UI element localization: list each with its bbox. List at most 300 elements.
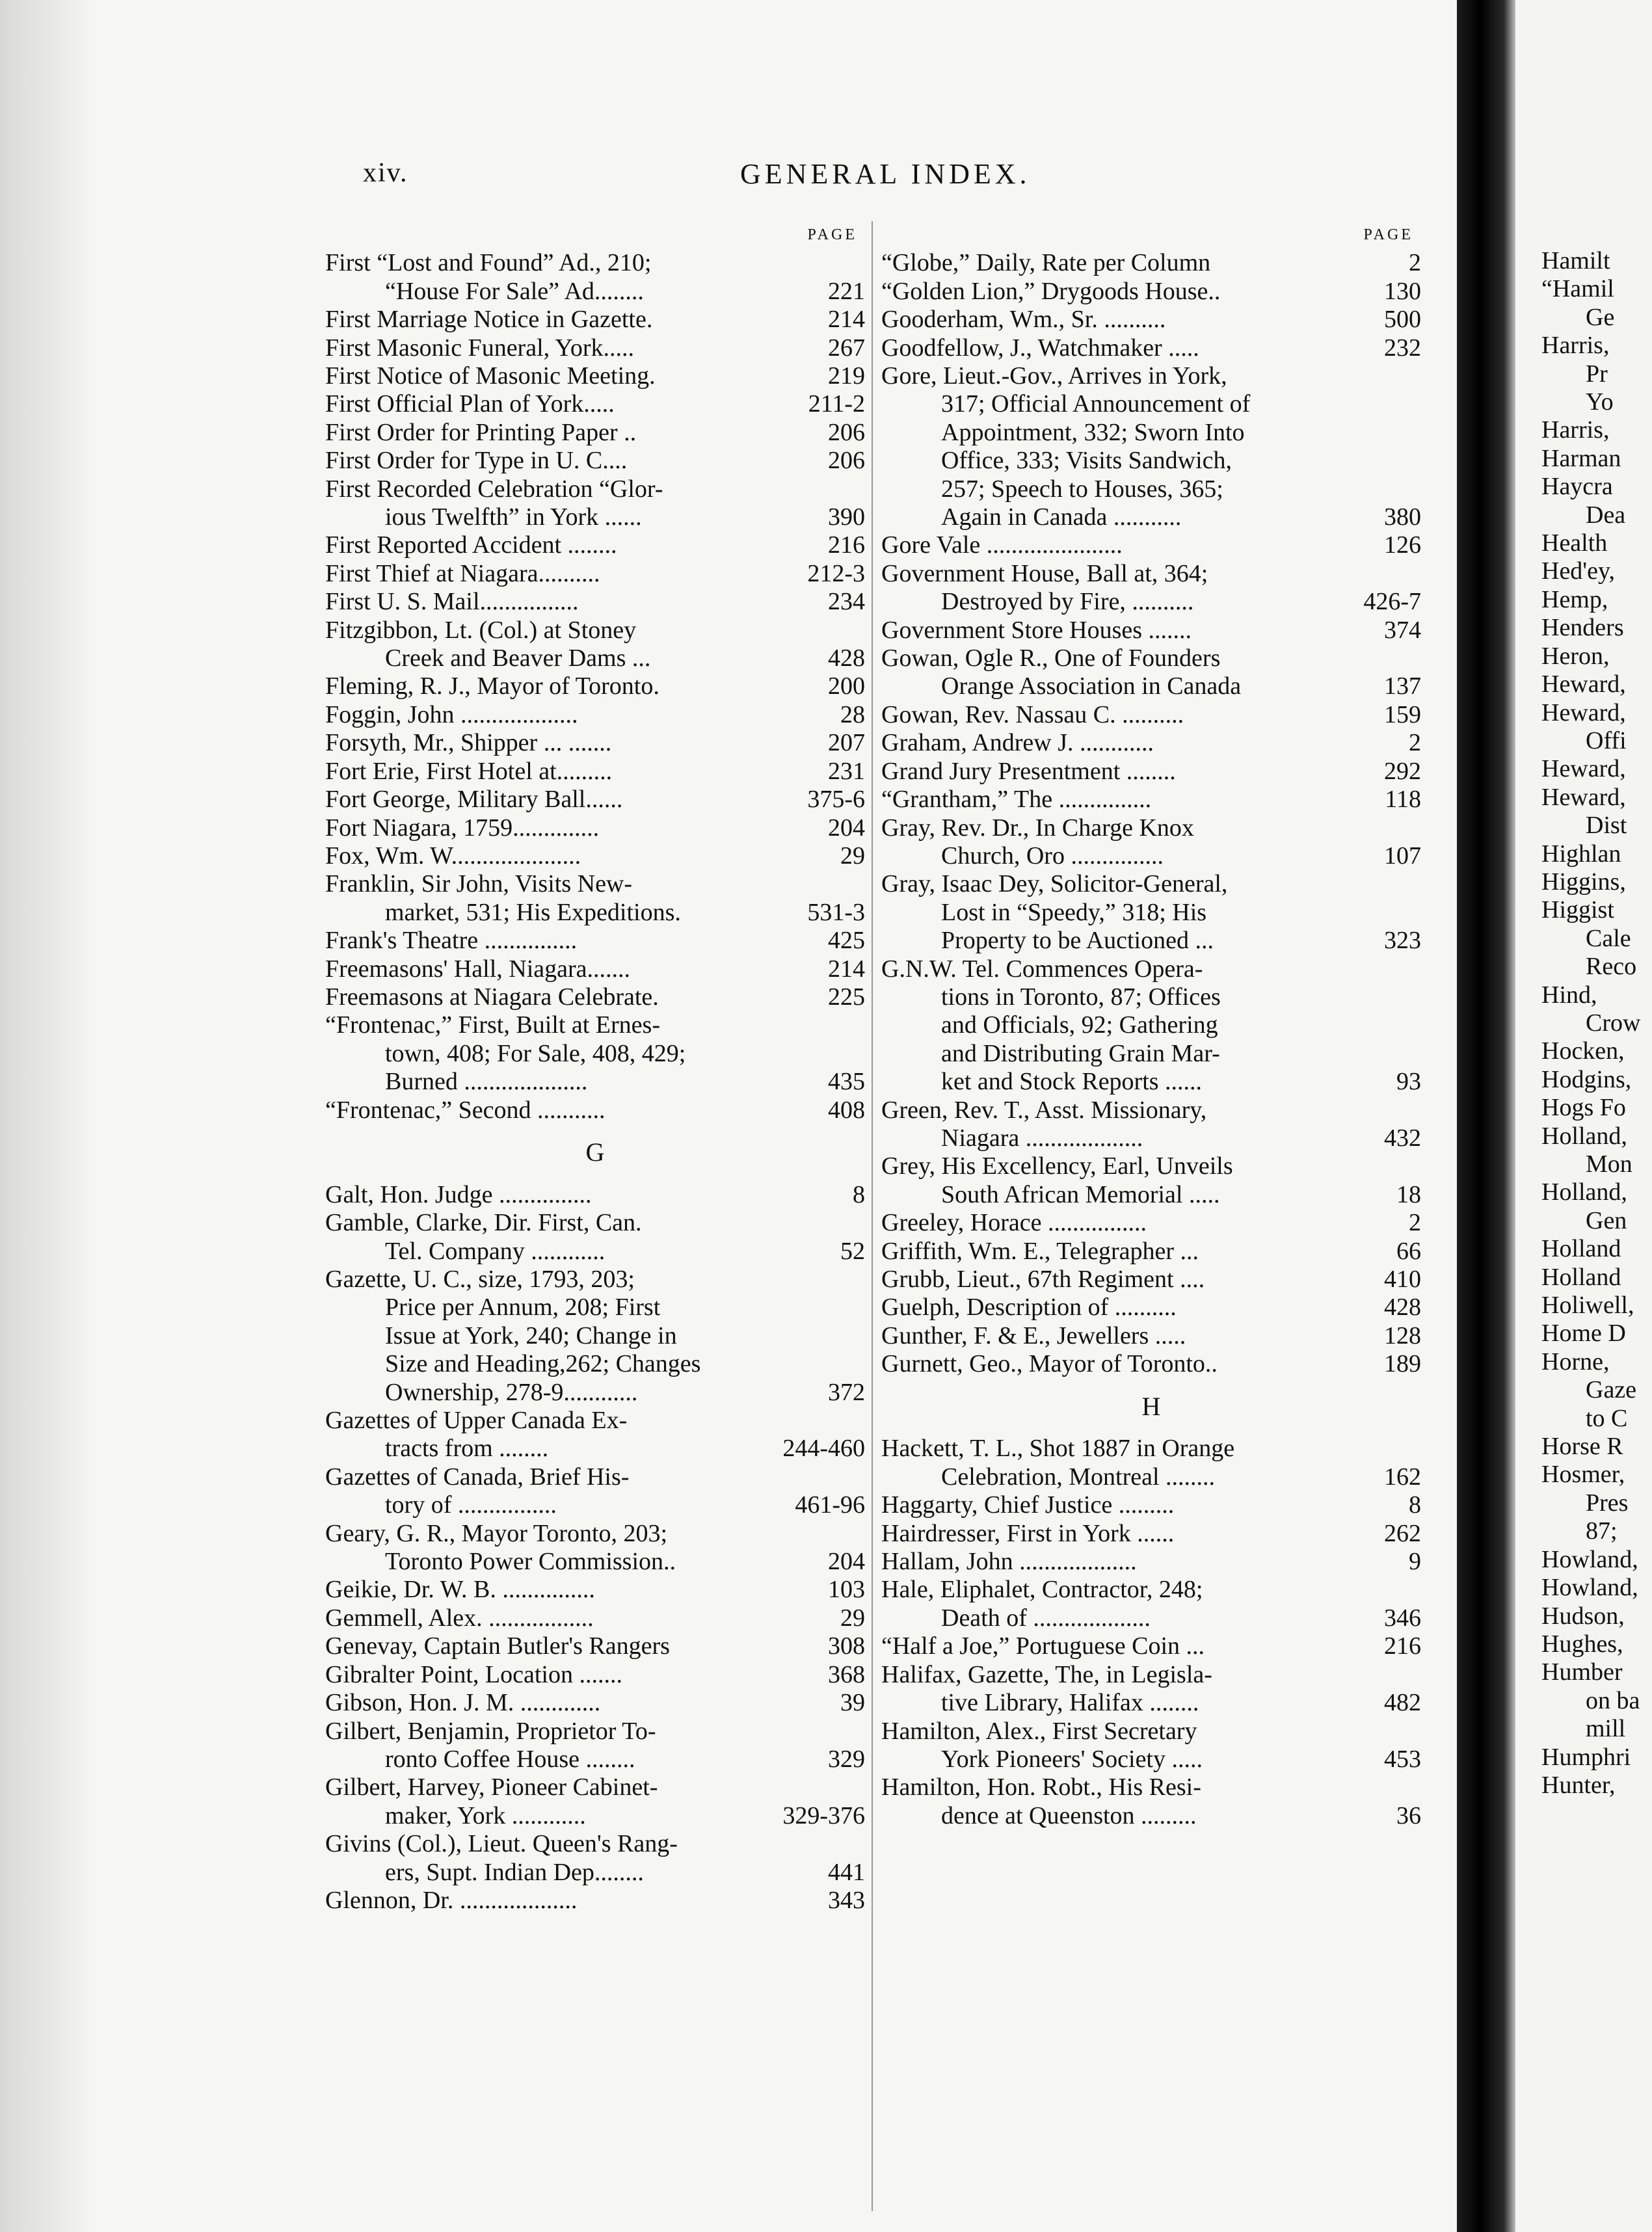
index-entry-line: Government Store Houses ....... <box>881 616 1192 644</box>
index-entry-page: 432 <box>1384 1124 1421 1152</box>
index-column-left <box>325 221 865 1915</box>
index-entry-text <box>881 729 1390 757</box>
index-entry-page: 211-2 <box>808 390 865 418</box>
index-entry-line: “Grantham,” The ............... <box>881 786 1152 814</box>
index-entry <box>325 390 865 418</box>
index-entry-text <box>325 758 823 786</box>
index-entry-line: Gurnett, Geo., Mayor of Toronto.. <box>881 1350 1218 1378</box>
facing-page-fragment: Harman <box>1541 444 1621 472</box>
index-entry-line: Lost in “Speedy,” 318; His <box>941 898 1207 926</box>
facing-page-fragment: Henders <box>1541 614 1624 642</box>
index-entry-line: Hackett, T. L., Shot 1887 in Orange <box>881 1435 1235 1463</box>
index-entry-line: tory of ................ <box>385 1491 557 1519</box>
index-entry-page: 52 <box>840 1237 865 1265</box>
index-entry-line: 257; Speech to Houses, 365; <box>941 475 1223 503</box>
index-entry-line: Goodfellow, J., Watchmaker ..... <box>881 334 1199 362</box>
facing-page-fragment: Holland, <box>1541 1122 1627 1150</box>
index-entry-text <box>325 362 823 390</box>
index-entry-line: Grand Jury Presentment ........ <box>881 757 1176 785</box>
index-entry-text <box>325 334 823 362</box>
index-entry <box>881 1209 1421 1237</box>
index-entry-page: 368 <box>828 1660 865 1688</box>
index-entry <box>881 306 1421 334</box>
index-entry <box>325 617 865 673</box>
facing-page-fragment: Highlan <box>1541 840 1621 868</box>
index-entry-text <box>325 1266 823 1407</box>
facing-page-edge <box>1515 0 1652 2232</box>
index-entry-line: Government House, Ball at, 364; <box>881 559 1208 587</box>
facing-page-fragment: Dist <box>1586 812 1627 840</box>
index-entry-line: Creek and Beaver Dams ... <box>385 644 651 672</box>
index-entry-text <box>881 758 1379 786</box>
index-entry <box>325 786 865 814</box>
index-entry-page: 323 <box>1384 927 1421 955</box>
facing-page-fragment: Hughes, <box>1541 1630 1623 1658</box>
facing-page-fragment: Reco <box>1586 953 1637 981</box>
index-entry-line: “Frontenac,” First, Built at Ernes- <box>325 1011 660 1039</box>
facing-page-fragment: Yo <box>1586 388 1614 416</box>
index-entry-line: Appointment, 332; Sworn Into <box>941 418 1245 446</box>
index-entry <box>881 1322 1421 1350</box>
index-entry-page: 346 <box>1384 1604 1421 1632</box>
index-entry-line: Gunther, F. & E., Jewellers ..... <box>881 1322 1186 1349</box>
index-entry-line: Geary, G. R., Mayor Toronto, 203; <box>325 1519 668 1547</box>
index-entry <box>881 814 1421 871</box>
index-entry-line: Freemasons at Niagara Celebrate. <box>325 983 659 1011</box>
index-entry <box>881 1632 1421 1660</box>
index-entry-text <box>325 672 823 700</box>
facing-page-fragment: Humphri <box>1541 1743 1631 1771</box>
index-entry-text <box>325 1661 823 1689</box>
index-entry-text <box>325 1689 834 1717</box>
index-entry <box>325 729 865 757</box>
index-entry-line: Celebration, Montreal ........ <box>941 1463 1216 1491</box>
index-entry-line: First Reported Accident ........ <box>325 531 617 559</box>
index-entry <box>325 1689 865 1717</box>
index-entry-line: Gamble, Clarke, Dir. First, Can. <box>325 1209 642 1237</box>
index-entry <box>881 1152 1421 1209</box>
index-entry <box>325 419 865 447</box>
index-entry-line: Again in Canada ........... <box>941 503 1182 531</box>
index-entry-page: 206 <box>828 447 865 475</box>
index-entry-text <box>325 983 823 1011</box>
index-entry-line: Geikie, Dr. W. B. ............... <box>325 1576 595 1604</box>
index-entry-page: 200 <box>828 672 865 700</box>
page-column-label: PAGE <box>1363 226 1413 243</box>
index-entry-text <box>325 1463 790 1520</box>
index-entry-page: 28 <box>840 700 865 728</box>
index-entry-text <box>881 786 1379 814</box>
index-entry-page: 29 <box>840 842 865 870</box>
entries-h <box>881 1435 1421 1830</box>
index-entry-text <box>881 1435 1379 1491</box>
index-entry-page: 8 <box>1409 1491 1421 1519</box>
facing-page-fragment: Home D <box>1541 1320 1626 1348</box>
index-entry-text <box>881 1266 1379 1294</box>
index-entry-line: First Order for Printing Paper .. <box>325 418 637 446</box>
index-entry-line: First “Lost and Found” Ad., 210; <box>325 249 652 277</box>
facing-page-fragment: Hudson, <box>1541 1602 1625 1630</box>
index-entry-text <box>325 1830 823 1887</box>
page-title: GENERAL INDEX. <box>740 158 1031 190</box>
index-entry-page: 189 <box>1384 1350 1421 1378</box>
index-entry <box>325 1266 865 1407</box>
facing-page-fragment: Mon <box>1586 1150 1632 1178</box>
index-entry-text <box>325 1718 823 1774</box>
index-entry-line: Hairdresser, First in York ...... <box>881 1519 1175 1547</box>
facing-page-fragment: Holiwell, <box>1541 1292 1634 1320</box>
facing-page-fragment: Gaze <box>1586 1376 1637 1404</box>
index-entry-line: tracts from ........ <box>385 1435 549 1463</box>
running-header <box>0 157 1457 196</box>
index-entry-line: Gooderham, Wm., Sr. .......... <box>881 306 1166 334</box>
index-entry <box>881 1548 1421 1576</box>
facing-page-fragment: mill <box>1586 1715 1626 1743</box>
facing-page-fragment: Hamilt <box>1541 247 1610 274</box>
index-entry-line: Office, 333; Visits Sandwich, <box>941 447 1232 475</box>
index-entry-text <box>881 1718 1379 1774</box>
index-entry-line: Gibralter Point, Location ....... <box>325 1660 622 1688</box>
index-entry <box>881 362 1421 531</box>
index-entry-page: 267 <box>828 334 865 362</box>
index-entry-line: Grubb, Lieut., 67th Regiment .... <box>881 1266 1205 1294</box>
index-entry-line: Genevay, Captain Butler's Rangers <box>325 1632 670 1660</box>
index-entry <box>881 870 1421 955</box>
index-entry-line: Price per Annum, 208; First <box>385 1294 661 1322</box>
index-entry <box>325 814 865 842</box>
index-entry-text <box>881 1632 1379 1660</box>
index-entry-page: 531-3 <box>807 898 865 926</box>
index-entry <box>325 1520 865 1576</box>
index-entry-line: York Pioneers' Society ..... <box>941 1745 1203 1773</box>
index-entry-page: 8 <box>853 1180 865 1208</box>
index-entry-line: Foggin, John ................... <box>325 700 578 728</box>
index-entry-line: Property to be Auctioned ... <box>941 927 1214 955</box>
index-entry-line: Orange Association in Canada <box>941 672 1242 700</box>
facing-page-fragment: Horne, <box>1541 1348 1610 1375</box>
index-entry-page: 408 <box>828 1096 865 1124</box>
facing-page-fragment: Heward, <box>1541 755 1626 783</box>
index-entry-page: 453 <box>1384 1745 1421 1773</box>
facing-page-fragment: Gen <box>1586 1206 1627 1234</box>
index-entry-line: Gazettes of Canada, Brief His- <box>325 1463 630 1491</box>
index-entry <box>881 1661 1421 1718</box>
index-entry-page: 216 <box>1384 1632 1421 1660</box>
index-entry <box>325 1830 865 1887</box>
facing-page-fragment: Hodgins, <box>1541 1065 1632 1093</box>
facing-page-fragment: Hed'ey, <box>1541 557 1616 585</box>
index-entry-line: Toronto Power Commission.. <box>385 1548 676 1576</box>
index-entry-line: Gray, Isaac Dey, Solicitor-General, <box>881 870 1228 898</box>
index-entry <box>881 1491 1421 1519</box>
index-entry-page: 212-3 <box>807 559 865 587</box>
index-entry-text <box>325 560 802 588</box>
index-entry <box>881 560 1421 617</box>
facing-page-fragment: Ge <box>1586 303 1615 331</box>
index-entry-line: First Thief at Niagara.......... <box>325 559 600 587</box>
index-entry-page: 2 <box>1409 1209 1421 1237</box>
index-entry-line: Galt, Hon. Judge ............... <box>325 1180 592 1208</box>
index-entry-line: Haggarty, Chief Justice ......... <box>881 1491 1175 1519</box>
facing-page-fragment: on ba <box>1586 1686 1640 1714</box>
index-entry-text <box>881 1238 1390 1266</box>
index-entry-line: Gilbert, Harvey, Pioneer Cabinet- <box>325 1774 658 1801</box>
facing-page-fragment: 87; <box>1586 1517 1618 1545</box>
index-entry <box>325 927 865 955</box>
index-entry <box>325 672 865 700</box>
index-entry-line: Gore, Lieut.-Gov., Arrives in York, <box>881 362 1227 390</box>
index-entry-text <box>881 531 1379 559</box>
index-entry-page: 207 <box>828 729 865 757</box>
index-entry-line: Gazettes of Upper Canada Ex- <box>325 1407 628 1435</box>
index-entry-page: 374 <box>1384 616 1421 644</box>
index-entry <box>325 588 865 616</box>
facing-page-fragment: Hocken, <box>1541 1037 1625 1065</box>
index-entry-text <box>881 1096 1379 1153</box>
page-number: xiv. <box>363 158 408 188</box>
index-entry-page: 2 <box>1409 729 1421 757</box>
index-entry-text <box>325 390 803 418</box>
index-entry-text <box>325 1011 823 1096</box>
index-entry <box>325 1181 865 1209</box>
facing-page-fragment: Higgins, <box>1541 868 1626 896</box>
index-entry-text <box>325 588 823 616</box>
index-entry-line: Gilbert, Benjamin, Proprietor To- <box>325 1717 656 1745</box>
index-entry <box>325 475 865 532</box>
index-entry <box>881 701 1421 729</box>
index-entry-line: Fort George, Military Ball...... <box>325 786 623 814</box>
index-entry-page: 18 <box>1396 1180 1421 1208</box>
index-entry-text <box>325 1407 777 1463</box>
index-entry-text <box>881 560 1358 617</box>
index-entry <box>325 1096 865 1124</box>
index-entry-line: dence at Queenston ......... <box>941 1801 1197 1829</box>
index-entry-text <box>881 955 1390 1096</box>
index-entry <box>881 758 1421 786</box>
index-entry-page: 107 <box>1384 842 1421 870</box>
index-entry-page: 292 <box>1384 757 1421 785</box>
index-entry-line: ious Twelfth” in York ...... <box>385 503 642 531</box>
index-entry-page: 9 <box>1409 1548 1421 1576</box>
index-entry-line: market, 531; His Expeditions. <box>385 898 681 926</box>
index-entry-page: 372 <box>828 1378 865 1406</box>
index-entry-text <box>881 644 1379 701</box>
index-entry-line: Size and Heading,262; Changes <box>385 1350 701 1378</box>
facing-page-fragment: Offi <box>1586 726 1627 754</box>
index-entry <box>881 617 1421 644</box>
index-entry-line: “Frontenac,” Second ........... <box>325 1096 606 1124</box>
index-entry-line: Gazette, U. C., size, 1793, 203; <box>325 1266 635 1293</box>
index-entry-line: Fort Niagara, 1759.............. <box>325 814 600 842</box>
index-entry <box>881 955 1421 1096</box>
index-entry-line: Glennon, Dr. ................... <box>325 1886 578 1914</box>
index-entry-line: and Distributing Grain Mar- <box>941 1039 1220 1067</box>
facing-page-fragment: Hunter, <box>1541 1771 1616 1799</box>
index-entry-line: First Masonic Funeral, York..... <box>325 334 635 362</box>
index-entry <box>325 955 865 983</box>
index-entry-text <box>325 1774 777 1830</box>
index-entry-line: Graham, Andrew J. ............ <box>881 729 1154 757</box>
index-entry-text <box>325 842 834 870</box>
index-entry-line: tive Library, Halifax ........ <box>941 1689 1199 1717</box>
index-entry-page: 410 <box>1384 1266 1421 1294</box>
index-column-right <box>881 221 1421 1830</box>
index-entry <box>325 842 865 870</box>
index-entry-line: Gray, Rev. Dr., In Charge Knox <box>881 814 1194 842</box>
index-entry-line: “Globe,” Daily, Rate per Column <box>881 249 1211 277</box>
facing-page-fragment: Hind, <box>1541 981 1597 1009</box>
index-entry <box>325 1774 865 1830</box>
index-entry-page: 93 <box>1396 1068 1421 1096</box>
entries-g-continued <box>881 249 1421 1378</box>
index-entry-page: 428 <box>828 644 865 672</box>
index-entry-text <box>881 617 1379 644</box>
index-entry <box>881 1774 1421 1830</box>
index-entry-line: First Official Plan of York..... <box>325 390 615 418</box>
index-entry-line: Burned .................... <box>385 1068 588 1096</box>
index-entry-line: “House For Sale” Ad........ <box>385 277 644 305</box>
section-letter-h: H <box>1141 1391 1161 1421</box>
index-entry-page: 428 <box>1384 1294 1421 1322</box>
index-entry-page: 221 <box>828 277 865 305</box>
index-entry <box>325 1011 865 1096</box>
index-entry-page: 329-376 <box>782 1801 865 1829</box>
index-entry-page: 426-7 <box>1363 588 1421 616</box>
index-entry <box>881 531 1421 559</box>
facing-page-fragment: Haycra <box>1541 473 1613 501</box>
index-entry-text <box>881 249 1390 277</box>
index-entry-page: 308 <box>828 1632 865 1660</box>
index-entry-text <box>325 927 823 955</box>
index-entry-page: 162 <box>1384 1463 1421 1491</box>
index-entry-text <box>325 447 823 475</box>
index-entry-text <box>881 1294 1379 1322</box>
index-entry-text <box>881 701 1379 729</box>
index-entry <box>325 1209 865 1266</box>
index-entry <box>325 1718 865 1774</box>
index-entry-line: South African Memorial ..... <box>941 1180 1220 1208</box>
index-entry <box>881 786 1421 814</box>
page-edge-shading <box>0 0 98 2232</box>
index-entry-text <box>881 1152 1390 1209</box>
index-entry-line: Grey, His Excellency, Earl, Unveils <box>881 1152 1233 1180</box>
index-entry <box>881 1576 1421 1632</box>
index-entry-line: and Officials, 92; Gathering <box>941 1011 1218 1039</box>
index-entry-line: Hallam, John ................... <box>881 1548 1137 1576</box>
index-entry-text <box>325 1520 823 1576</box>
facing-page-fragment: Humber <box>1541 1658 1623 1686</box>
index-entry <box>881 1520 1421 1548</box>
facing-page-fragment: Crow <box>1586 1009 1641 1037</box>
facing-page-fragment: Heward, <box>1541 783 1626 811</box>
index-entry <box>881 249 1421 277</box>
index-entry-text <box>325 1209 834 1266</box>
index-entry <box>325 1576 865 1604</box>
index-entry-page: 216 <box>828 531 865 559</box>
facing-page-fragment: Howland, <box>1541 1545 1638 1573</box>
index-entry-line: Ownership, 278-9............ <box>385 1378 638 1406</box>
index-entry-text <box>881 1209 1390 1237</box>
index-entry-text <box>325 419 823 447</box>
index-entry <box>325 1604 865 1632</box>
index-entry-text <box>325 1632 823 1660</box>
index-entry-text <box>881 1548 1390 1576</box>
facing-page-fragment: Higgist <box>1541 896 1614 924</box>
index-entry-page: 128 <box>1384 1322 1421 1349</box>
facing-page-fragment: Horse R <box>1541 1433 1623 1461</box>
index-entry <box>325 870 865 927</box>
index-entry-page: 214 <box>828 955 865 983</box>
index-entry <box>325 531 865 559</box>
index-entry-page: 2 <box>1409 249 1421 277</box>
index-entry <box>881 278 1421 306</box>
index-entry <box>325 306 865 334</box>
index-entry-page: 262 <box>1384 1519 1421 1547</box>
index-entry-line: town, 408; For Sale, 408, 429; <box>385 1039 686 1067</box>
index-entry-line: ket and Stock Reports ...... <box>941 1068 1203 1096</box>
index-entry <box>325 701 865 729</box>
facing-page-fragment: Hosmer, <box>1541 1461 1625 1489</box>
facing-page-fragment: Heron, <box>1541 642 1610 670</box>
index-entry <box>881 1435 1421 1491</box>
index-entry-page: 219 <box>828 362 865 390</box>
index-entry-line: Frank's Theatre ............... <box>325 927 578 955</box>
index-entry-page: 244-460 <box>782 1435 865 1463</box>
index-entry-page: 126 <box>1384 531 1421 559</box>
index-entry <box>881 1350 1421 1378</box>
index-entry-line: 317; Official Announcement of <box>941 390 1251 418</box>
index-entry-line: Fox, Wm. W..................... <box>325 842 581 870</box>
index-entry-line: Destroyed by Fire, .......... <box>941 588 1194 616</box>
facing-page-fragment: Hemp, <box>1541 585 1608 613</box>
index-entry <box>881 1238 1421 1266</box>
index-entry-line: First U. S. Mail................ <box>325 588 579 616</box>
index-entry-text <box>325 306 823 334</box>
index-entry-text <box>325 1887 823 1915</box>
index-entry-line: Greeley, Horace ................ <box>881 1209 1147 1237</box>
index-entry-line: Death of ................... <box>941 1604 1151 1632</box>
index-entry-text <box>325 475 823 532</box>
index-entry-page: 36 <box>1396 1801 1421 1829</box>
index-entry-page: 118 <box>1385 786 1421 814</box>
index-entry-text <box>881 1350 1379 1378</box>
book-gutter <box>1457 0 1515 2232</box>
index-entry-line: Issue at York, 240; Change in <box>385 1322 677 1349</box>
facing-page-fragment: Health <box>1541 529 1608 557</box>
index-entry-page: 500 <box>1384 306 1421 334</box>
index-entry-line: Gemmell, Alex. ................. <box>325 1604 594 1632</box>
index-entry-page: 441 <box>828 1858 865 1886</box>
index-entry-page: 234 <box>828 588 865 616</box>
index-entry-line: Gore Vale ...................... <box>881 531 1123 559</box>
index-entry <box>881 334 1421 362</box>
index-entry-line: Hamilton, Hon. Robt., His Resi- <box>881 1774 1201 1801</box>
index-entry <box>881 1266 1421 1294</box>
entries-g <box>325 1181 865 1915</box>
facing-page-fragment: Harris, <box>1541 416 1610 444</box>
index-entry-line: Franklin, Sir John, Visits New- <box>325 870 633 898</box>
page-column-label: PAGE <box>807 226 857 243</box>
index-entry-text <box>881 278 1379 306</box>
index-entry-line: Hale, Eliphalet, Contractor, 248; <box>881 1576 1203 1604</box>
index-entry-text <box>881 362 1379 531</box>
facing-page-fragment: Cale <box>1586 924 1631 952</box>
index-entry-page: 66 <box>1396 1237 1421 1265</box>
index-entry-text <box>325 1604 834 1632</box>
facing-page-partial-text <box>1541 247 1640 1800</box>
facing-page-fragment: Dea <box>1586 501 1626 529</box>
index-entry-page: 225 <box>828 983 865 1011</box>
